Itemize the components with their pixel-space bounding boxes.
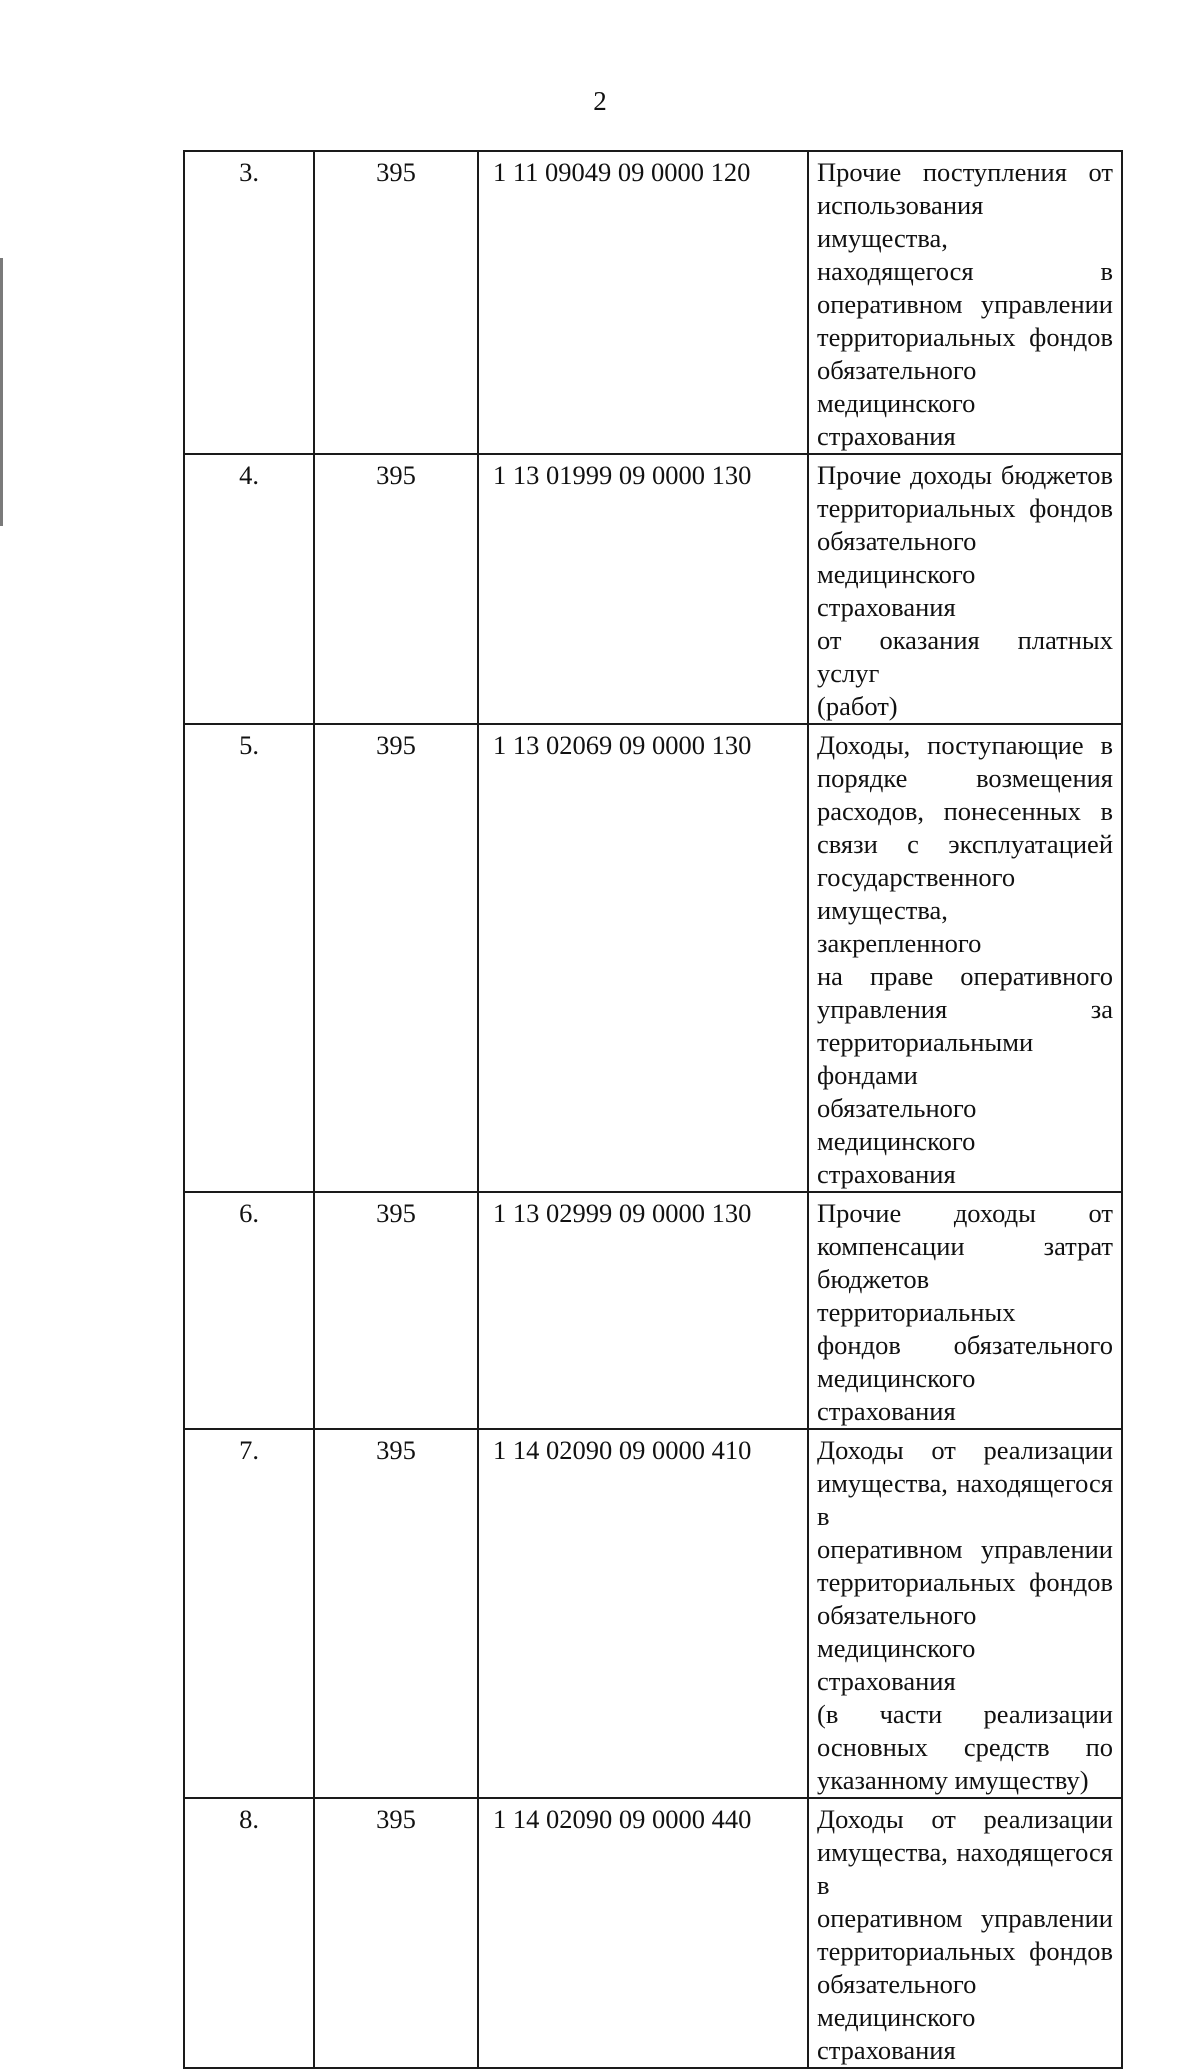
revenue-description xyxy=(808,1429,1122,1798)
revenue-description xyxy=(808,1192,1122,1429)
row-number: 5. xyxy=(184,724,314,1192)
description-line: территориальных фондов xyxy=(817,322,1113,352)
description-line: управления за xyxy=(817,994,1113,1024)
description-line: территориальными фондами xyxy=(817,1027,1034,1090)
description-line: территориальных фондов xyxy=(817,1567,1113,1597)
description-line: обязательного xyxy=(817,1093,977,1123)
budget-classification-code: 1 13 01999 09 0000 130 xyxy=(478,454,808,724)
description-line: (в части реализации xyxy=(817,1699,1113,1729)
budget-classification-code: 1 14 02090 09 0000 410 xyxy=(478,1429,808,1798)
description-line: Прочие доходы от xyxy=(817,1198,1113,1228)
table-row xyxy=(184,724,1122,1192)
description-line: Доходы, поступающие в xyxy=(817,730,1113,760)
scan-edge-mark xyxy=(0,258,3,526)
row-number: 4. xyxy=(184,454,314,724)
description-line: бюджетов территориальных xyxy=(817,1264,1016,1327)
row-number: 3. xyxy=(184,151,314,454)
budget-classification-code: 1 13 02999 09 0000 130 xyxy=(478,1192,808,1429)
description-line: обязательного xyxy=(817,1969,977,1999)
description-line: фондов обязательного xyxy=(817,1330,1113,1360)
administrator-code: 395 xyxy=(314,1798,478,2068)
table-row xyxy=(184,1192,1122,1429)
description-line: оперативном управлении xyxy=(817,289,1113,319)
budget-classification-code: 1 14 02090 09 0000 440 xyxy=(478,1798,808,2068)
revenue-description xyxy=(808,724,1122,1192)
table-row xyxy=(184,1798,1122,2068)
description-line: оперативном управлении xyxy=(817,1903,1113,1933)
revenue-description xyxy=(808,454,1122,724)
description-line: медицинского страхования xyxy=(817,1126,976,1189)
budget-classification-code: 1 13 02069 09 0000 130 xyxy=(478,724,808,1192)
revenue-description xyxy=(808,1798,1122,2068)
administrator-code: 395 xyxy=(314,1192,478,1429)
description-line: на праве оперативного xyxy=(817,961,1113,991)
description-line: имущества, находящегося в xyxy=(817,1468,1113,1531)
row-number: 8. xyxy=(184,1798,314,2068)
budget-classification-code: 1 11 09049 09 0000 120 xyxy=(478,151,808,454)
row-number: 6. xyxy=(184,1192,314,1429)
table-body xyxy=(184,151,1122,2068)
description-line: основных средств по xyxy=(817,1732,1113,1762)
description-line: государственного xyxy=(817,862,1016,892)
description-line: Доходы от реализации xyxy=(817,1435,1113,1465)
description-line: медицинского страхования xyxy=(817,2002,976,2065)
description-line: обязательного xyxy=(817,1600,977,1630)
administrator-code: 395 xyxy=(314,724,478,1192)
description-line: территориальных фондов xyxy=(817,493,1113,523)
description-line: территориальных фондов xyxy=(817,1936,1113,1966)
description-line: указанному имуществу) xyxy=(817,1765,1089,1795)
description-line: обязательного xyxy=(817,526,977,556)
description-line: имущества, закрепленного xyxy=(817,895,982,958)
administrator-code: 395 xyxy=(314,454,478,724)
page-number: 2 xyxy=(593,86,607,116)
budget-revenue-codes-table xyxy=(183,150,1123,2069)
table-row xyxy=(184,1429,1122,1798)
row-number: 7. xyxy=(184,1429,314,1798)
table-row xyxy=(184,151,1122,454)
description-line: имущества, находящегося в xyxy=(817,1837,1113,1900)
description-line: порядке возмещения xyxy=(817,763,1113,793)
description-line: Прочие доходы бюджетов xyxy=(817,460,1113,490)
description-line: Прочие поступления от xyxy=(817,157,1113,187)
administrator-code: 395 xyxy=(314,1429,478,1798)
description-line: медицинского страхования xyxy=(817,559,976,622)
description-line: обязательного xyxy=(817,355,977,385)
table-row xyxy=(184,454,1122,724)
description-line: компенсации затрат xyxy=(817,1231,1113,1261)
description-line: связи с эксплуатацией xyxy=(817,829,1113,859)
description-line: медицинского страхования xyxy=(817,1363,976,1426)
description-line: медицинского страхования xyxy=(817,388,976,451)
description-line: использования имущества, xyxy=(817,190,984,253)
revenue-description xyxy=(808,151,1122,454)
description-line: расходов, понесенных в xyxy=(817,796,1113,826)
administrator-code: 395 xyxy=(314,151,478,454)
description-line: от оказания платных услуг xyxy=(817,625,1113,688)
description-line: медицинского страхования xyxy=(817,1633,976,1696)
description-line: оперативном управлении xyxy=(817,1534,1113,1564)
description-line: Доходы от реализации xyxy=(817,1804,1113,1834)
description-line: находящегося в xyxy=(817,256,1113,286)
description-line: (работ) xyxy=(817,691,898,721)
